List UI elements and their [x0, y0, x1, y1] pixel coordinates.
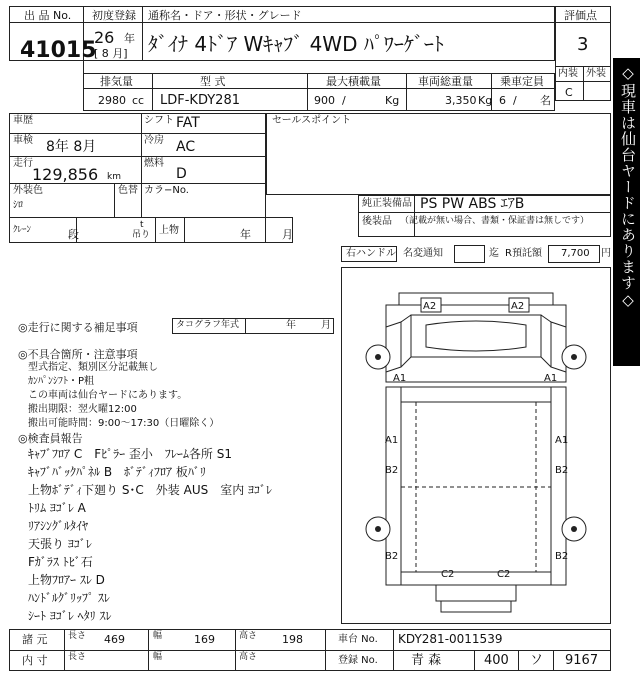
reg-year-unit: 年	[124, 32, 135, 45]
mark-bed-left-2: B2	[385, 465, 399, 476]
mileage-unit: km	[107, 172, 121, 182]
inner-width-label: 幅	[153, 652, 163, 662]
gross-weight-unit: Kg	[478, 94, 493, 107]
length-value: 469	[104, 633, 125, 646]
model-label: 型 式	[200, 75, 226, 88]
name-label: 通称名・ドア・形状・グレード	[148, 9, 302, 22]
mark-bed-right-1: A1	[555, 435, 569, 446]
mark-gate-right: C2	[497, 569, 511, 580]
equipment-label: 純正装備品	[362, 198, 412, 209]
inner-length-label: 長さ	[68, 652, 87, 662]
mark-bed-right-2: B2	[555, 465, 569, 476]
car-name: ﾀﾞｲﾅ 4ﾄﾞｱ Wｷｬﾌﾞ 4WD ﾊﾟﾜｰｹﾞｰﾄ	[148, 32, 444, 56]
inner-dim-label: 内 寸	[22, 654, 48, 667]
crane-lift: 吊り	[132, 230, 151, 240]
chassis-label: 車台 No.	[338, 634, 378, 645]
r-unit: 円	[601, 248, 611, 259]
height-value: 198	[282, 633, 303, 646]
color-no-label: カラ−No.	[144, 185, 189, 196]
mileage-label: 走行	[13, 158, 33, 169]
equipment-value: PS PW ABS ｴｱB	[420, 196, 525, 212]
tacho-month: 月	[321, 320, 331, 331]
aftermarket-label: 後装品	[362, 216, 392, 227]
length-label: 長さ	[68, 631, 87, 641]
capacity-label: 乗車定員	[500, 75, 544, 88]
inspector-line: 上物ﾎﾞﾃﾞｨ下廻り S･C 外装 AUS 室内 ﾖｺﾞﾚ	[28, 483, 273, 497]
handle-value: 右ハンドル	[346, 248, 396, 259]
title-change-box	[454, 245, 485, 263]
max-load-sep: /	[342, 94, 346, 107]
inspector-line: ｷｬﾌﾞﾌﾛｱ C Fﾋﾟﾗｰ 歪小 ﾌﾚｰﾑ各所 S1	[28, 447, 232, 461]
max-load-unit: Kg	[385, 94, 400, 107]
fuel-value: D	[176, 166, 187, 182]
displacement-label: 排気量	[100, 75, 133, 88]
plate-kana: ソ	[530, 653, 544, 668]
deadline-label: 迄	[489, 248, 499, 259]
inner-height-label: 高さ	[239, 652, 258, 662]
crane-stage: 段	[68, 228, 79, 241]
location-banner-text: ◇現車は仙台ヤードにあります◇	[619, 64, 637, 310]
exterior-label: 外装	[586, 68, 606, 79]
crane-ton: t	[140, 220, 144, 230]
inspector-line: Fｶﾞﾗｽ ﾄﾋﾞ石	[28, 555, 93, 569]
shift-label: シフト	[144, 115, 174, 126]
defect-line: 搬出期限：翌火曜12:00	[28, 404, 137, 415]
max-load: 900	[314, 94, 335, 107]
mark-cab-left: A1	[393, 373, 407, 384]
inspection-value: 8年 8月	[46, 139, 97, 155]
interior-grade: C	[565, 86, 573, 99]
inspector-line: ｼｰﾄ ﾖｺﾞﾚ ﾍﾀﾘ ｽﾚ	[28, 609, 112, 623]
defect-line: 型式指定、類別区分記載無し	[28, 362, 158, 373]
defect-line: この車両は仙台ヤードにあります。	[28, 390, 188, 401]
inspector-line: ﾊﾝﾄﾞﾙｸﾞﾘｯﾌﾟ ｽﾚ	[28, 591, 110, 605]
model: LDF-KDY281	[160, 93, 240, 108]
inspector-line: ﾘｱｼﾝｸﾞﾙﾀｲﾔ	[28, 519, 89, 533]
mark-rear-left: B2	[385, 551, 399, 562]
width-label: 幅	[153, 631, 163, 641]
reg-year: 26	[94, 28, 115, 47]
gross-weight-label: 車両総重量	[418, 75, 473, 88]
capacity-sep: /	[513, 94, 517, 107]
color-change-label: 色替	[118, 185, 138, 196]
tacho-year: 年	[286, 320, 296, 331]
aircon-label: 冷房	[144, 135, 164, 146]
aircon-value: AC	[176, 139, 196, 155]
inspector-line: 上物ﾌﾛｱｰ ｽﾚ D	[28, 573, 105, 587]
displacement-unit: cc	[132, 94, 145, 107]
mileage-value: 129,856	[32, 165, 99, 184]
reg-label: 初度登録	[92, 9, 136, 22]
inspection-label: 車検	[13, 135, 33, 146]
truck-diagram	[341, 267, 611, 624]
grade-label: 評価点	[564, 9, 597, 22]
max-load-label: 最大積載量	[326, 75, 381, 88]
inspector-line: ﾄﾘﾑ ﾖｺﾞﾚ A	[28, 501, 86, 515]
history-label: 車歴	[13, 115, 33, 126]
plate-region: 青 森	[411, 653, 442, 668]
mark-bed-left-1: A1	[385, 435, 399, 446]
r-calc-label: R預託額	[505, 248, 542, 259]
ext-color-value: ｼﾛ	[13, 200, 23, 211]
mark-front-right: A2	[511, 301, 525, 312]
inspector-label: ◎検査員報告	[18, 432, 83, 445]
tacho-label: タコグラフ年式	[176, 320, 240, 330]
width-value: 169	[194, 633, 215, 646]
location-banner	[613, 58, 640, 366]
inspector-line: ｷｬﾌﾞﾊﾞｯｸﾊﾟﾈﾙ B ﾎﾞﾃﾞｨﾌﾛｱ 板ﾊﾞﾘ	[28, 465, 206, 479]
defect-label: ◎不具合箇所・注意事項	[18, 348, 138, 361]
ext-color-label: 外装色	[13, 185, 43, 196]
mark-rear-right: B2	[555, 551, 569, 562]
aftermarket-note: （記載が無い場合、書類・保証書は無しです）	[400, 216, 590, 226]
lot-label: 出 品 No.	[24, 9, 72, 22]
capacity: 6	[499, 94, 506, 107]
chassis-value: KDY281-0011539	[398, 632, 503, 646]
inspector-line: 天張り ﾖｺﾞﾚ	[28, 537, 92, 551]
mark-gate-left: C2	[441, 569, 455, 580]
capacity-unit: 名	[540, 94, 551, 107]
r-amount: 7,700	[561, 248, 590, 259]
displacement: 2980	[98, 94, 126, 107]
fuel-label: 燃料	[144, 158, 164, 169]
crane-month: 月	[282, 228, 293, 241]
plate-label: 登録 No.	[338, 655, 378, 666]
crane-year: 年	[240, 228, 251, 241]
reg-month: [ 8 月]	[94, 47, 128, 60]
driving-notes-label: ◎走行に関する補足事項	[18, 321, 138, 334]
grade-value: 3	[577, 34, 589, 55]
mark-cab-right: A1	[544, 373, 558, 384]
plate-class: 400	[484, 653, 509, 668]
sales-point-label: セールスポイント	[272, 115, 352, 126]
title-change-label: 名変通知	[403, 248, 443, 259]
defect-line: 搬出可能時間：9:00〜17:30（日曜除く）	[28, 418, 220, 429]
defect-line: ｶﾝﾊﾟﾝｼﾌﾄ・P粗	[28, 376, 95, 387]
crane-loading-label: 上物	[159, 225, 179, 236]
dim-label: 諸 元	[22, 633, 48, 646]
interior-label: 内装	[558, 68, 578, 79]
height-label: 高さ	[239, 631, 258, 641]
plate-number: 9167	[565, 653, 599, 668]
mark-front-left: A2	[423, 301, 437, 312]
lot-number: 41015	[20, 38, 97, 63]
crane-label: ｸﾚｰﾝ	[13, 225, 32, 235]
gross-weight: 3,350	[445, 94, 477, 107]
shift-value: FAT	[176, 115, 200, 131]
